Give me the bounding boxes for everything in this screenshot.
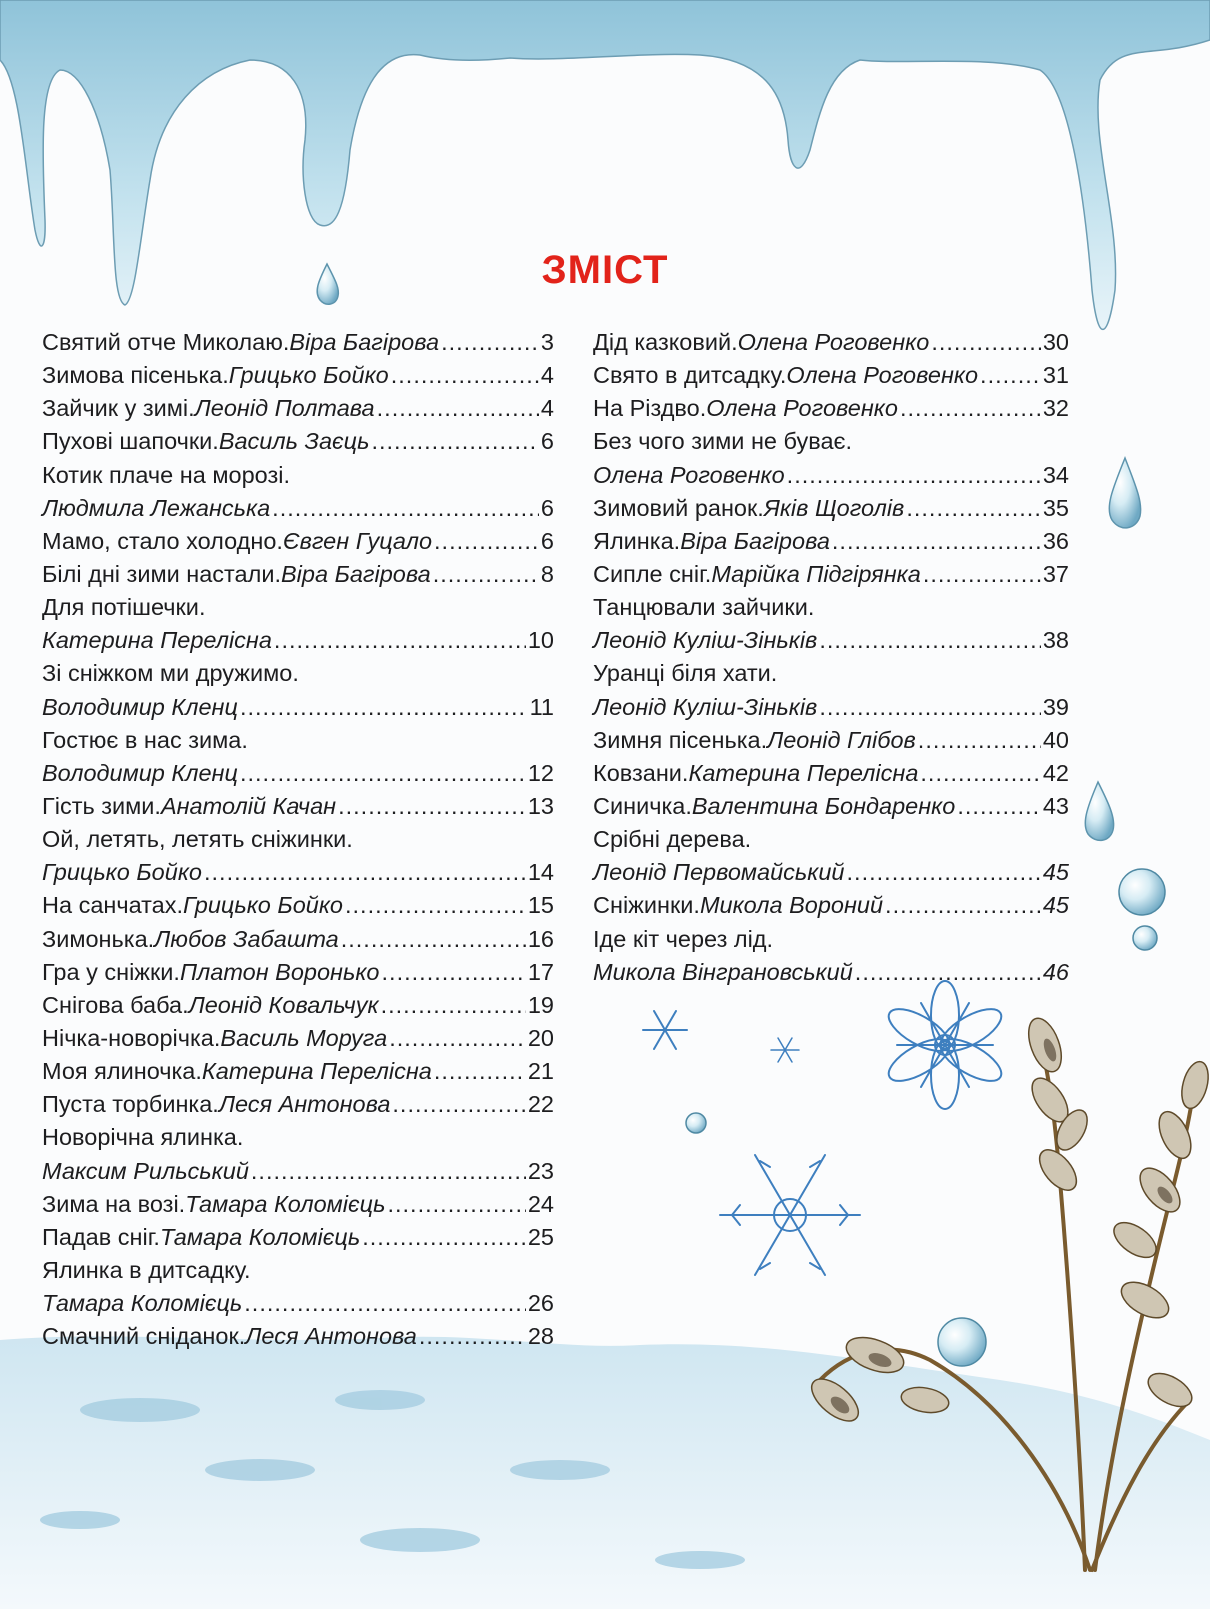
toc-entry [42,392,554,425]
dot-leader [251,1155,526,1188]
toc-entry [42,1088,554,1121]
toc-entry [42,724,554,757]
toc-entry-title: Гостює в нас зима. [42,726,248,753]
toc-entry [42,923,554,956]
dot-leader [338,790,526,823]
dot-leader [434,525,539,558]
toc-entry-page: 6 [540,428,554,455]
toc-entry-page: 8 [540,560,554,587]
toc-entry-title: Котик плаче на морозі. [42,461,290,488]
toc-right-column [593,326,1069,989]
dot-leader [434,1055,526,1088]
toc-entry-page: 24 [527,1190,554,1217]
dot-leader [391,359,539,392]
dot-leader [819,624,1041,657]
toc-entry [42,1320,554,1353]
toc-entry [42,1022,554,1055]
toc-entry-author: Микола Вороний [699,892,884,919]
toc-entry-title: Моя ялиночка. [42,1058,202,1085]
dot-leader [906,492,1041,525]
dot-leader [819,691,1041,724]
toc-entry-author: Грицько Бойко [42,859,202,886]
toc-entry [42,425,554,458]
toc-entry-title: Уранці біля хати. [593,660,778,687]
toc-entry-author: Катерина Перелісна [201,1058,432,1085]
toc-entry-title: Ковзани. [593,759,689,786]
toc-entry [42,359,554,392]
toc-entry-title: Смачний сніданок. [42,1323,246,1350]
toc-entry [593,492,1069,525]
toc-entry-title: Синичка. [593,792,692,819]
toc-entry [593,558,1069,591]
toc-entry-title: Ялинка. [593,527,681,554]
toc-entry-title: Сипле сніг. [593,560,712,587]
toc-entry-author: Тамара Коломієць [185,1190,386,1217]
toc-entry-author: Тамара Коломієць [42,1290,243,1317]
toc-entry-page: 12 [527,759,554,786]
toc-entry [42,1121,554,1154]
toc-entry [593,591,1069,624]
toc-entry [593,956,1069,989]
toc-entry [42,1287,554,1320]
toc-entry-author: Марійка Підгірянка [711,560,921,587]
dot-leader [371,425,538,458]
toc-entry-title: Ой, летять, летять сніжинки. [42,826,353,853]
toc-entry-page: 13 [527,792,554,819]
toc-entry-page: 31 [1042,362,1069,389]
toc-entry [593,856,1069,889]
toc-entry-author: Людмила Лежанська [42,494,271,521]
toc-entry-page: 46 [1042,958,1069,985]
toc-entry-title: Зима на возі. [42,1190,186,1217]
toc-entry [593,790,1069,823]
dot-leader [244,1287,526,1320]
dot-leader [920,757,1040,790]
toc-entry-page: 36 [1042,527,1069,554]
toc-entry-page: 16 [527,925,554,952]
toc-entry-title: Для потішечки. [42,594,206,621]
toc-entry-author: Яків Щоголів [763,494,905,521]
toc-entry [42,989,554,1022]
toc-entry [42,459,554,492]
toc-entry [593,359,1069,392]
dot-leader [847,856,1041,889]
toc-entry-author: Катерина Перелісна [688,759,919,786]
toc-entry-title: Гра у сніжки. [42,958,180,985]
toc-entry [42,956,554,989]
toc-entry [593,657,1069,690]
toc-entry-title: Білі дні зими настали. [42,560,281,587]
dot-leader [204,856,526,889]
toc-entry-author: Віра Багірова [680,527,830,554]
toc-entry-title: На санчатах. [42,892,184,919]
toc-entry-author: Володимир Кленц [42,759,238,786]
toc-entry-author: Грицько Бойко [228,362,389,389]
toc-entry-title: Зимня пісенька. [593,726,768,753]
toc-entry [42,1254,554,1287]
toc-entry-page: 4 [540,395,554,422]
toc-entry-title: Зимовий ранок. [593,494,764,521]
toc-entry-page: 20 [527,1024,554,1051]
dot-leader [832,525,1041,558]
dot-leader [240,691,528,724]
toc-entry [593,392,1069,425]
dot-leader [381,989,526,1022]
dot-leader [787,459,1041,492]
dot-leader [885,889,1041,922]
toc-entry-author: Леонід Куліш-Зіньків [593,693,818,720]
toc-entry [42,525,554,558]
toc-entry-page: 17 [527,958,554,985]
toc-entry-title: Святий отче Миколаю. [42,329,290,355]
toc-entry [42,691,554,724]
toc-entry-title: Пуста торбинка. [42,1091,219,1118]
toc-entry-author: Леонід Ковальчук [188,991,379,1018]
toc-entry [593,923,1069,956]
toc-entry [42,558,554,591]
toc-entry-page: 15 [527,892,554,919]
toc-entry-page: 14 [527,859,554,886]
toc-entry-page: 43 [1042,792,1069,819]
toc-entry-author: Леся Антонова [245,1323,417,1350]
toc-entry-page: 3 [540,329,554,355]
toc-entry-page: 25 [527,1223,554,1250]
toc-entry-author: Василь Моруга [220,1024,388,1051]
dot-leader [419,1320,526,1353]
dot-leader [382,956,526,989]
dot-leader [900,392,1041,425]
toc-entry-page: 30 [1042,329,1069,355]
toc-entry [42,790,554,823]
toc-entry-author: Віра Багірова [289,329,440,355]
toc-entry [593,757,1069,790]
toc-entry-author: Валентина Бондаренко [691,792,956,819]
toc-entry-author: Леонід Куліш-Зіньків [593,627,818,654]
toc-entry-title: Зі сніжком ми дружимо. [42,660,299,687]
toc-entry [42,492,554,525]
toc-entry-title: Дід казковий. [593,329,738,355]
toc-entry-page: 39 [1042,693,1069,720]
toc-entry [42,1188,554,1221]
page-title: ЗМІСТ [541,248,669,292]
toc-entry [593,425,1069,458]
dot-leader [240,757,526,790]
toc-entry-title: Срібні дерева. [593,826,752,853]
toc-entry-author: Платон Воронько [179,958,380,985]
dot-leader [362,1221,526,1254]
toc-entry-author: Микола Вінграновський [593,958,853,985]
toc-entry-title: Сніжинки. [593,892,700,919]
toc-entry-page: 22 [527,1091,554,1118]
toc-entry [42,624,554,657]
toc-entry-author: Олена Роговенко [737,329,930,355]
toc-entry [42,326,554,359]
toc-entry-title: Без чого зими не буває. [593,428,853,455]
toc-entry-title: Пухові шапочки. [42,428,219,455]
toc-entry [593,459,1069,492]
toc-entry-author: Катерина Перелісна [42,627,272,654]
toc-entry-author: Володимир Кленц [42,693,238,720]
toc-entry-author: Леонід Глібов [767,726,916,753]
toc-entry-page: 35 [1042,494,1069,521]
toc-entry-title: Новорічна ялинка. [42,1124,244,1151]
toc-entry-author: Євген Гуцало [282,527,433,554]
toc-entry-page: 32 [1042,395,1069,422]
toc-entry-author: Олена Роговенко [706,395,898,422]
dot-leader [855,956,1041,989]
toc-entry-page: 4 [540,362,554,389]
toc-entry [42,1155,554,1188]
toc-entry-page: 23 [527,1157,554,1184]
toc-entry-page: 45 [1042,892,1069,919]
toc-entry-title: На Різдво. [593,395,707,422]
dot-leader [341,923,526,956]
toc-entry [42,657,554,690]
toc-entry-page: 6 [540,494,554,521]
dot-leader [923,558,1041,591]
toc-entry-page: 26 [527,1290,554,1317]
toc-entry-page: 38 [1042,627,1069,654]
toc-entry-page: 42 [1042,759,1069,786]
toc-entry-author: Максим Рильський [42,1157,249,1184]
toc-entry [593,326,1069,359]
toc-entry-author: Василь Заєць [218,428,370,455]
toc-entry [593,823,1069,856]
toc-entry-title: Танцювали зайчики. [593,594,815,621]
dot-leader [441,326,539,359]
toc-entry [42,889,554,922]
toc-entry [42,1221,554,1254]
toc-entry-title: Падав сніг. [42,1223,160,1250]
dot-leader [433,558,539,591]
toc-entry-author: Тамара Коломієць [159,1223,361,1250]
toc-entry [42,757,554,790]
snow-ground [0,1336,1210,1609]
toc-entry-title: Зимова пісенька. [42,362,229,389]
dot-leader [387,1188,525,1221]
toc-entry-page: 10 [527,627,554,654]
toc-entry [42,591,554,624]
dot-leader [392,1088,525,1121]
toc-entry [593,724,1069,757]
toc-entry [593,889,1069,922]
toc-entry-author: Віра Багірова [281,560,431,587]
toc-entry-page: 34 [1042,461,1069,488]
toc-entry-author: Олена Роговенко [593,461,785,488]
dot-leader [272,492,539,525]
toc-entry-title: Зимонька. [42,925,155,952]
toc-entry-page: 45 [1042,859,1069,886]
toc-entry-title: Гість зими. [42,792,161,819]
toc-entry [593,624,1069,657]
toc-entry-title: Мамо, стало холодно. [42,527,283,554]
toc-entry-title: Снігова баба. [42,991,189,1018]
toc-entry-page: 37 [1042,560,1069,587]
toc-entry-title: Ялинка в дитсадку. [42,1256,251,1283]
toc-entry [593,525,1069,558]
toc-entry-title: Зайчик у зимі. [42,395,195,422]
toc-entry-title: Свято в дитсадку. [593,362,787,389]
toc-entry-page: 11 [529,693,554,720]
toc-entry [593,691,1069,724]
toc-entry-author: Олена Роговенко [786,362,979,389]
dot-leader [274,624,526,657]
toc-entry-author: Грицько Бойко [183,892,343,919]
toc-entry-page: 28 [527,1323,554,1350]
toc-entry [42,823,554,856]
toc-entry-author: Любов Забашта [154,925,339,952]
toc-entry-page: 21 [527,1058,554,1085]
toc-entry-title: Іде кіт через лід. [593,925,774,952]
dot-leader [931,326,1041,359]
toc-entry-page: 40 [1042,726,1069,753]
dot-leader [918,724,1041,757]
dot-leader [345,889,526,922]
dot-leader [377,392,539,425]
toc-entry-author: Леонід Полтава [194,395,375,422]
dot-leader [980,359,1041,392]
toc-left-column [42,326,554,1353]
toc-entry [42,1055,554,1088]
toc-entry [42,856,554,889]
toc-entry-author: Леся Антонова [218,1091,391,1118]
toc-entry-author: Анатолій Качан [160,792,337,819]
toc-entry-title: Нічка-новорічка. [42,1024,221,1051]
toc-entry-page: 19 [527,991,554,1018]
toc-entry-page: 6 [540,527,554,554]
dot-leader [957,790,1041,823]
dot-leader [389,1022,526,1055]
toc-entry-author: Леонід Первомайський [593,859,845,886]
